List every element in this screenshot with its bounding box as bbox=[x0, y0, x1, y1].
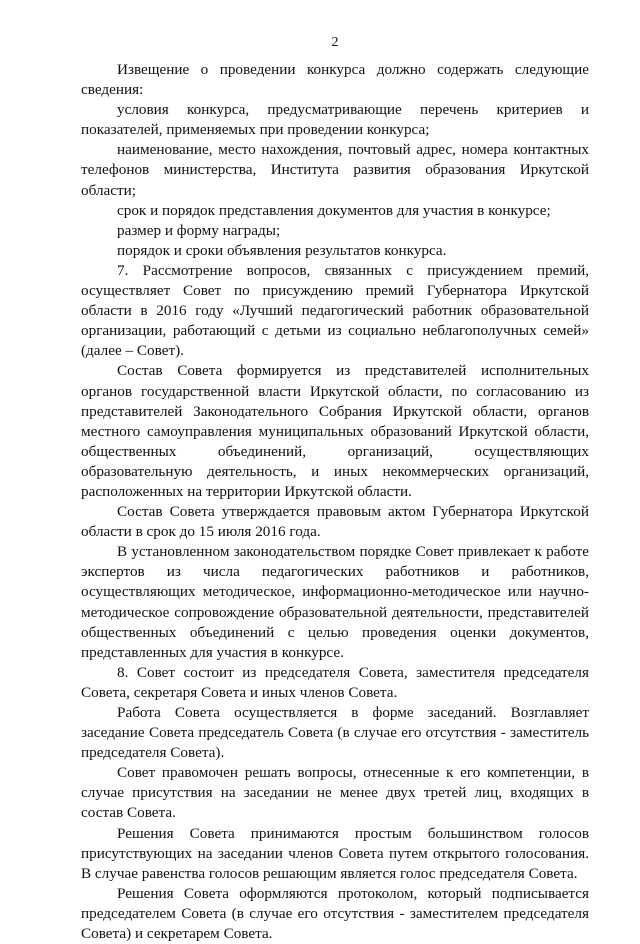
paragraph-notice-intro: Извещение о проведении конкурса должно содержать следующие сведения: bbox=[81, 61, 589, 99]
paragraph-council-composition: Состав Совета формируется из представителей исполнительных органов государственной власти Иркутской области, по согласованию из представителей Законодательного Собрания Иркутской области, органов местного самоуправления муниципальных образований Иркутской области, общественных объединений, организаций, осуществляющих образовательную деятельность, и иных некоммерческих организаций, расположенных на территории Иркутской области. bbox=[81, 362, 589, 500]
paragraph-section-7: 7. Рассмотрение вопросов, связанных с присуждением премий, осуществляет Совет по присуждению премий Губернатора Иркутской области в 2016 году «Лучший педагогический работник образовательной организации, работающий с детьми из социально неблагополучных семей» (далее – Совет). bbox=[81, 261, 589, 360]
paragraph-experts: В установленном законодательством порядке Совет привлекает к работе экспертов из числа педагогических работников и работников, осуществляющих методическое, информационно-методическое или научно-методическое сопровождение образовательной деятельности, представителей общественных объединений с целью проведения оценки документов, представленных для участия в конкурсе. bbox=[81, 543, 589, 661]
paragraph-list-conditions: условия конкурса, предусматривающие перечень критериев и показателей, применяемых при проведении конкурса; bbox=[81, 101, 589, 139]
paragraph-section-8: 8. Совет состоит из председателя Совета, заместителя председателя Совета, секретаря Совета и иных членов Совета. bbox=[81, 663, 589, 701]
paragraph-meetings: Работа Совета осуществляется в форме заседаний. Возглавляет заседание Совета председатель Совета (в случае его отсутствия - заместитель председателя Совета). bbox=[81, 704, 589, 762]
document-body bbox=[81, 60, 589, 944]
paragraph-quorum: Совет правомочен решать вопросы, отнесенные к его компетенции, в случае присутствия на заседании не менее двух третей лиц, входящих в состав Совета. bbox=[81, 764, 589, 822]
paragraph-protocol: Решения Совета оформляются протоколом, который подписывается председателем Совета (в случае его отсутствия - заместителем председателя Совета) и секретарем Совета. bbox=[81, 884, 589, 943]
page-number: 2 bbox=[331, 35, 339, 50]
paragraph-list-results: порядок и сроки объявления результатов конкурса. bbox=[117, 241, 447, 259]
paragraph-voting: Решения Совета принимаются простым большинством голосов присутствующих на заседании членов Совета путем открытого голосования. В случае равенства голосов решающим является голос председателя Совета. bbox=[81, 824, 589, 882]
paragraph-list-award: размер и форму награды; bbox=[117, 221, 281, 239]
paragraph-list-deadlines: срок и порядок представления документов для участия в конкурсе; bbox=[117, 201, 551, 219]
paragraph-council-approval: Состав Совета утверждается правовым актом Губернатора Иркутской области в срок до 15 июля 2016 года. bbox=[81, 503, 589, 541]
paragraph-list-contacts: наименование, место нахождения, почтовый адрес, номера контактных телефонов министерства, Института развития образования Иркутской области; bbox=[81, 141, 589, 199]
